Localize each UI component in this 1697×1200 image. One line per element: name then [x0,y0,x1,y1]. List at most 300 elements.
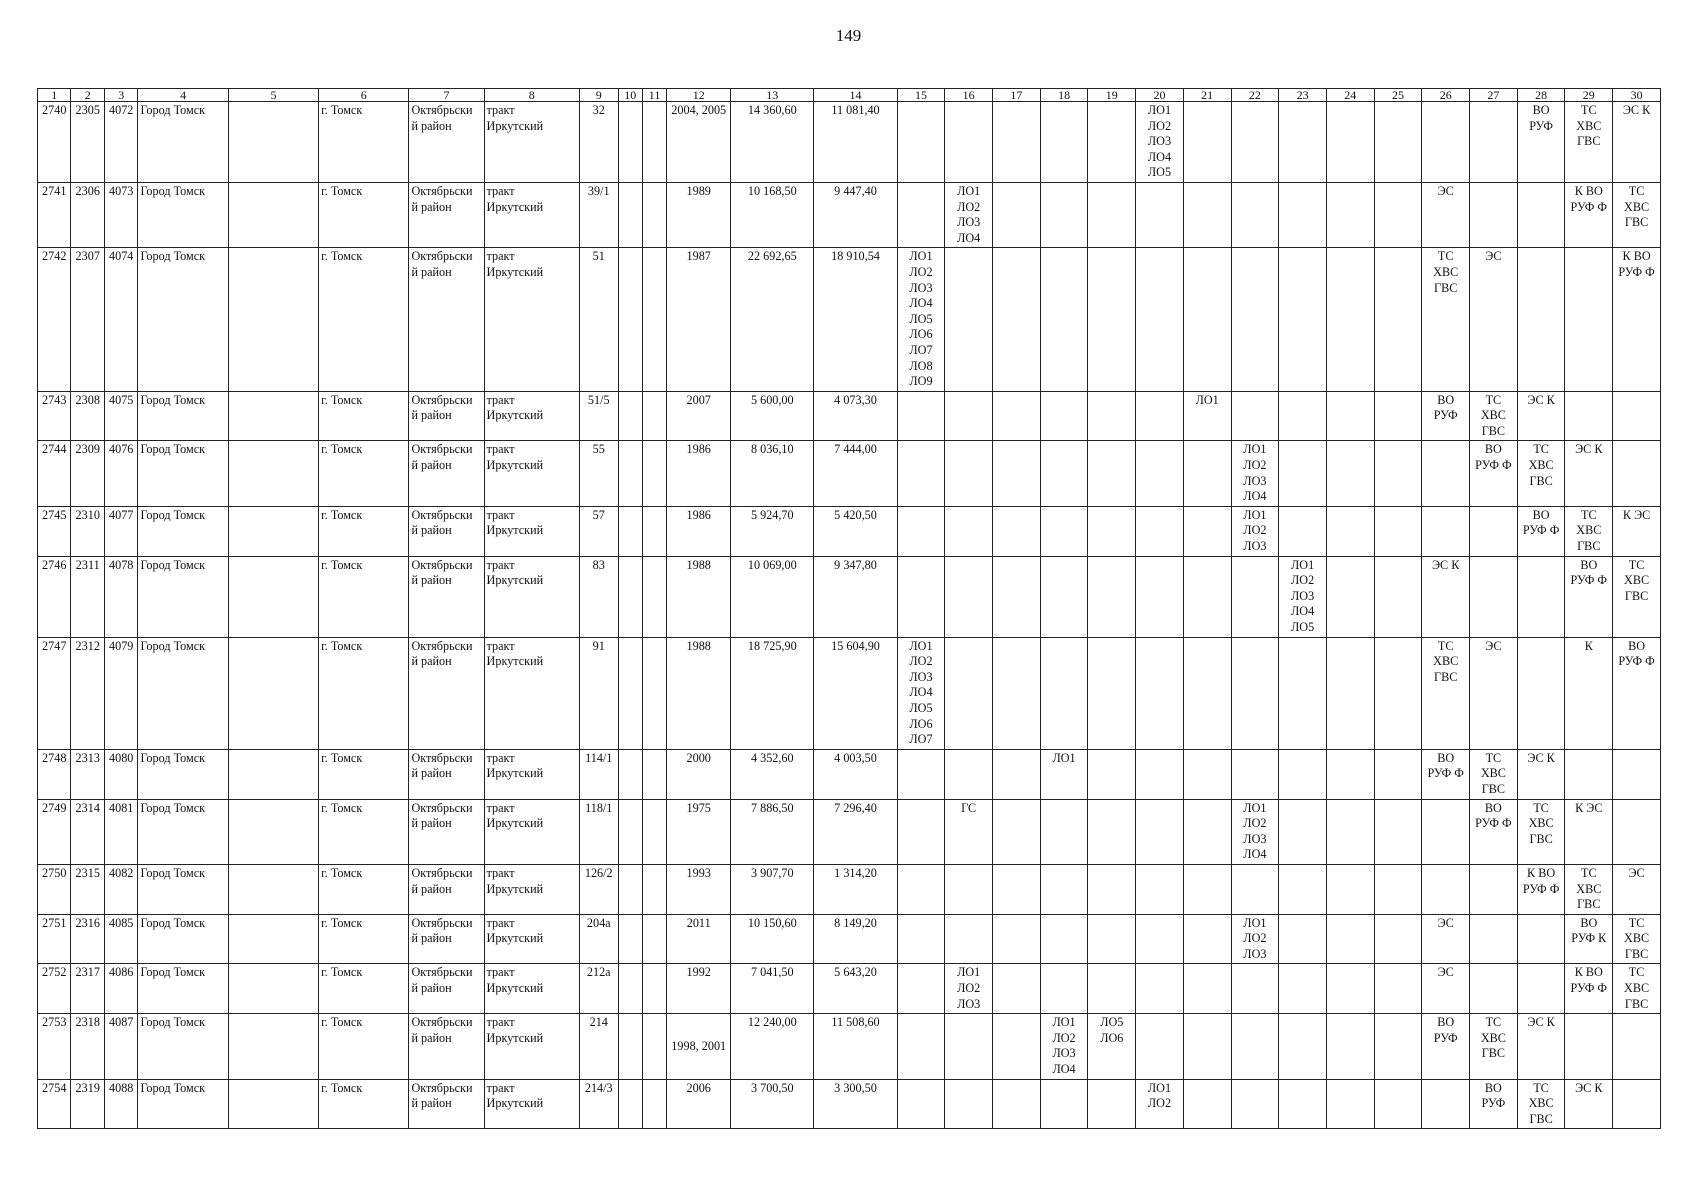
cell-line: Иркутский [486,881,544,896]
empty-cell [642,182,666,247]
cell-line: ЛО2 [1052,1030,1076,1045]
sub-number: 2308 [71,391,104,441]
cell-line: ТС [1437,249,1454,264]
cell-line: ГВС [1624,588,1649,603]
column-29-cell [1565,102,1613,183]
total-area-cell: 14 360,60 [731,102,814,183]
cell-line: ГВС [1624,215,1649,230]
locality-cell: г. Томск [319,506,409,556]
locality-cell: г. Томск [319,637,409,749]
column-20-cell [1136,799,1184,864]
column-number-25: 25 [1374,89,1422,102]
cell-line: К ВО [1574,965,1603,980]
district-cell [409,799,484,864]
cell-line: ВО [1437,392,1455,407]
column-15-cell [897,391,945,441]
cell-line: ЛО2 [957,981,981,996]
cell-line: тракт [486,1080,515,1095]
column-25-cell [1374,964,1422,1014]
column-24-cell [1326,441,1374,506]
cell-line: ЛО2 [909,264,933,279]
locality-cell: г. Томск [319,799,409,864]
cell-line: ЛО2 [909,654,933,669]
cell-line: ЛО1 [1243,507,1267,522]
district-cell [409,914,484,964]
build-year-cell: 2000 [667,749,731,799]
sub-number: 2319 [71,1079,104,1129]
cell-line: ТС [1581,103,1597,117]
cell-line: Иркутский [486,1096,544,1111]
cell-line: К ВО [1527,865,1556,880]
living-area-cell: 4 073,30 [814,391,897,441]
column-25-cell [1374,1079,1422,1129]
cell-line: ЛО2 [957,199,981,214]
column-26-cell [1422,182,1470,247]
total-area-cell: 22 692,65 [731,248,814,391]
street-cell [484,556,579,637]
column-number-2: 2 [71,89,104,102]
cell-line: ЛО3 [1243,946,1267,961]
column-21-cell [1183,556,1231,637]
empty-cell [618,391,642,441]
column-28-cell [1517,441,1565,506]
column-23-cell [1279,391,1327,441]
cell-line: ХВС [1624,931,1650,946]
column-22-cell [1231,556,1279,637]
record-number: 2753 [38,1014,71,1079]
cell-line: ГС [961,800,977,815]
column-18-cell [1040,799,1088,864]
cell-line: тракт [486,557,515,572]
column-26-cell [1422,799,1470,864]
cell-line: Иркутский [486,981,544,996]
column-15-cell [897,799,945,864]
column-25-cell [1374,556,1422,637]
column-16-cell [945,637,993,749]
column-15-cell [897,556,945,637]
column-number-18: 18 [1040,89,1088,102]
living-area-cell: 11 081,40 [814,102,897,183]
column-18-cell [1040,637,1088,749]
sub-number: 2305 [71,102,104,183]
cell-line: Иркутский [486,199,544,214]
cell-line: РУФ Ф [1618,654,1655,669]
cell-line: К ЭС [1575,800,1603,815]
column-16-cell [945,248,993,391]
municipality-cell: Город Томск [138,749,228,799]
cell-line: Октябрьски [411,557,473,572]
cell-line: ТС [1628,915,1645,930]
column-20-cell [1136,964,1184,1014]
column-29-cell [1565,637,1613,749]
cell-line: тракт [486,392,515,407]
cell-line: ХВС [1624,981,1650,996]
column-19-cell [1088,182,1136,247]
column-23-cell [1279,102,1327,183]
cell-line: Октябрьски [411,1015,473,1030]
column-18-cell [1040,1079,1088,1129]
cell-line: ЛО3 [957,215,981,230]
cell-line: Иркутский [486,264,544,279]
column-17-cell [993,914,1041,964]
column-number-1: 1 [38,89,71,102]
empty-cell [228,914,318,964]
column-24-cell [1326,914,1374,964]
column-28-cell [1517,914,1565,964]
column-number-11: 11 [642,89,666,102]
column-21-cell [1183,1079,1231,1129]
record-number: 2751 [38,914,71,964]
column-number-5: 5 [228,89,318,102]
house-id: 4087 [104,1014,137,1079]
column-27-cell [1470,914,1518,964]
column-25-cell [1374,864,1422,914]
house-number-cell: 32 [579,102,618,183]
column-27-cell [1470,1014,1518,1079]
column-number-16: 16 [945,89,993,102]
street-cell [484,637,579,749]
column-27-cell [1470,506,1518,556]
column-number-21: 21 [1183,89,1231,102]
cell-line: ХВС [1528,816,1554,831]
column-20-cell [1136,441,1184,506]
column-15-cell [897,964,945,1014]
column-26-cell [1422,248,1470,391]
locality-cell: г. Томск [319,441,409,506]
cell-line: ЛО2 [1243,931,1267,946]
cell-line: ЭС К [1527,1015,1555,1030]
sub-number: 2309 [71,441,104,506]
street-cell [484,914,579,964]
cell-line: тракт [486,442,515,457]
empty-cell [618,182,642,247]
cell-line: ЛО4 [909,685,933,700]
cell-line: Иркутский [486,816,544,831]
column-17-cell [993,391,1041,441]
column-28-cell [1517,1079,1565,1129]
cell-line: ЛО1 [1147,1080,1172,1095]
column-18-cell [1040,441,1088,506]
cell-line: й район [411,766,452,781]
column-30-cell [1613,391,1661,441]
column-23-cell [1279,964,1327,1014]
column-30-cell [1613,1014,1661,1079]
cell-line: ЛО1 [1291,557,1315,572]
total-area-cell: 12 240,00 [731,1014,814,1079]
cell-line: Иркутский [486,408,544,423]
column-29-cell [1565,964,1613,1014]
column-24-cell [1326,749,1374,799]
table-row [38,182,1661,247]
street-cell [484,102,579,183]
total-area-cell: 8 036,10 [731,441,814,506]
cell-line: тракт [486,183,515,198]
record-number: 2740 [38,102,71,183]
empty-cell [618,1014,642,1079]
cell-line: ЭС [1437,915,1454,930]
column-29-cell [1565,1014,1613,1079]
column-28-cell [1517,637,1565,749]
house-id: 4078 [104,556,137,637]
cell-line: К ВО [1622,249,1651,264]
sub-number: 2313 [71,749,104,799]
column-25-cell [1374,749,1422,799]
column-23-cell [1279,1079,1327,1129]
house-number-cell: 126/2 [579,864,618,914]
cell-line: й район [411,458,452,473]
column-16-cell [945,749,993,799]
locality-cell: г. Томск [319,1079,409,1129]
column-18-cell [1040,248,1088,391]
cell-line: ГВС [1529,831,1553,846]
column-number-6: 6 [319,89,409,102]
empty-cell [228,182,318,247]
sub-number: 2316 [71,914,104,964]
column-26-cell [1422,556,1470,637]
living-area-cell: 4 003,50 [814,749,897,799]
cell-line: ТС [1628,557,1645,572]
column-number-23: 23 [1279,89,1327,102]
build-year-cell: 1992 [667,964,731,1014]
column-number-17: 17 [993,89,1041,102]
column-22-cell [1231,506,1279,556]
locality-cell: г. Томск [319,914,409,964]
total-area-cell: 7 041,50 [731,964,814,1014]
cell-line: ЛО3 [1291,588,1315,603]
table-row [38,391,1661,441]
cell-line: й район [411,981,452,996]
column-26-cell [1422,749,1470,799]
column-25-cell [1374,637,1422,749]
column-30-cell [1613,102,1661,183]
column-28-cell [1517,864,1565,914]
cell-line: ТС [1437,638,1454,653]
municipality-cell: Город Томск [138,914,228,964]
cell-line: ХВС [1624,573,1650,588]
column-17-cell [993,964,1041,1014]
column-19-cell [1088,248,1136,391]
cell-line: ВО [1484,800,1502,815]
cell-line: ЛО3 [1147,134,1172,149]
municipality-cell: Город Томск [138,102,228,183]
street-cell [484,864,579,914]
total-area-cell: 5 600,00 [731,391,814,441]
empty-cell [642,506,666,556]
living-area-cell: 15 604,90 [814,637,897,749]
column-21-cell [1183,248,1231,391]
house-id: 4080 [104,749,137,799]
municipality-cell: Город Томск [138,1014,228,1079]
column-24-cell [1326,102,1374,183]
cell-line: РУФ Ф [1570,573,1608,588]
column-16-cell [945,1014,993,1079]
column-28-cell [1517,182,1565,247]
locality-cell: г. Томск [319,964,409,1014]
build-year-cell: 1988 [667,556,731,637]
column-26-cell [1422,964,1470,1014]
cell-line: ГВС [1624,946,1649,961]
column-17-cell [993,1014,1041,1079]
record-number: 2746 [38,556,71,637]
column-15-cell [897,506,945,556]
living-area-cell: 5 643,20 [814,964,897,1014]
house-number-cell: 57 [579,506,618,556]
page-number: 149 [835,26,862,45]
cell-line: Октябрьски [411,103,473,117]
cell-line: Иркутский [486,1030,544,1045]
cell-line: РУФ [1433,408,1458,423]
cell-line: ЛО1 [957,183,981,198]
cell-line: й район [411,408,452,423]
cell-line: тракт [486,1015,515,1030]
cell-line: ЛО4 [1243,489,1267,504]
table-row [38,864,1661,914]
column-27-cell [1470,799,1518,864]
cell-line: РУФ Ф [1570,981,1608,996]
cell-line: тракт [486,865,515,880]
table-row [38,441,1661,506]
cell-line: ВО [1437,750,1455,765]
cell-line: Иркутский [486,458,544,473]
column-27-cell [1470,864,1518,914]
column-17-cell [993,864,1041,914]
column-17-cell [993,506,1041,556]
cell-line: тракт [486,965,515,980]
column-15-cell [897,441,945,506]
cell-line: ЛО7 [909,342,933,357]
locality-cell: г. Томск [319,102,409,183]
total-area-cell: 10 150,60 [731,914,814,964]
column-22-cell [1231,914,1279,964]
empty-cell [618,102,642,183]
locality-cell: г. Томск [319,556,409,637]
cell-line: ВО [1484,442,1502,457]
cell-line: ТС [1628,183,1645,198]
empty-cell [618,248,642,391]
column-17-cell [993,749,1041,799]
cell-line: Октябрьски [411,965,473,980]
column-20-cell [1136,182,1184,247]
column-number-9: 9 [579,89,618,102]
district-cell [409,102,484,183]
column-30-cell [1613,914,1661,964]
street-cell [484,749,579,799]
column-18-cell [1040,749,1088,799]
living-area-cell: 9 347,80 [814,556,897,637]
total-area-cell: 5 924,70 [731,506,814,556]
table-row [38,964,1661,1014]
district-cell [409,556,484,637]
empty-cell [642,556,666,637]
column-22-cell [1231,391,1279,441]
column-22-cell [1231,799,1279,864]
house-id: 4077 [104,506,137,556]
column-19-cell [1088,864,1136,914]
district-cell [409,637,484,749]
cell-line: ЛО1 [909,638,933,653]
build-year-cell: 1993 [667,864,731,914]
cell-line: ЛО1 [1052,1015,1076,1030]
empty-cell [618,556,642,637]
column-19-cell [1088,556,1136,637]
cell-line: ЛО7 [909,732,933,747]
column-number-header-row [38,89,1661,102]
column-25-cell [1374,506,1422,556]
column-28-cell [1517,556,1565,637]
column-16-cell [945,799,993,864]
column-18-cell [1040,964,1088,1014]
cell-line: ХВС [1480,766,1506,781]
column-16-cell [945,102,993,183]
sub-number: 2315 [71,864,104,914]
column-19-cell [1088,1014,1136,1079]
column-29-cell [1565,441,1613,506]
cell-line: й район [411,816,452,831]
column-19-cell [1088,749,1136,799]
cell-line: ЛО6 [909,327,933,342]
column-21-cell [1183,749,1231,799]
cell-line: тракт [486,750,515,765]
column-29-cell [1565,1079,1613,1129]
cell-line: Октябрьски [411,1080,473,1095]
empty-cell [618,864,642,914]
record-number: 2752 [38,964,71,1014]
living-area-cell: 8 149,20 [814,914,897,964]
column-26-cell [1422,637,1470,749]
municipality-cell: Город Томск [138,441,228,506]
column-20-cell [1136,556,1184,637]
column-25-cell [1374,441,1422,506]
column-22-cell [1231,1014,1279,1079]
column-17-cell [993,799,1041,864]
column-17-cell [993,102,1041,183]
column-24-cell [1326,637,1374,749]
sub-number: 2306 [71,182,104,247]
cell-line: ЛО9 [909,374,933,389]
column-23-cell [1279,556,1327,637]
column-number-3: 3 [104,89,137,102]
cell-line: ЛО5 [909,311,933,326]
column-17-cell [993,556,1041,637]
empty-cell [228,1014,318,1079]
cell-line: ЭС К [1527,750,1555,765]
column-16-cell [945,182,993,247]
street-cell [484,182,579,247]
column-17-cell [993,248,1041,391]
cell-line: ТС [1485,750,1502,765]
column-20-cell [1136,102,1184,183]
empty-cell [642,1079,666,1129]
cell-line: тракт [486,800,515,815]
cell-line: ХВС [1528,458,1554,473]
column-24-cell [1326,1014,1374,1079]
table-body [38,102,1661,1129]
total-area-cell: 3 907,70 [731,864,814,914]
build-year-cell: 1998, 2001 [667,1014,731,1079]
cell-line: ЭС [1437,965,1454,980]
cell-line: ВО [1580,557,1598,572]
column-18-cell [1040,391,1088,441]
column-16-cell [945,864,993,914]
column-29-cell [1565,799,1613,864]
column-15-cell [897,914,945,964]
cell-line: ЛО6 [1100,1030,1124,1045]
housing-register-table [37,88,1661,1129]
municipality-cell: Город Томск [138,248,228,391]
column-23-cell [1279,248,1327,391]
column-19-cell [1088,441,1136,506]
empty-cell [228,964,318,1014]
